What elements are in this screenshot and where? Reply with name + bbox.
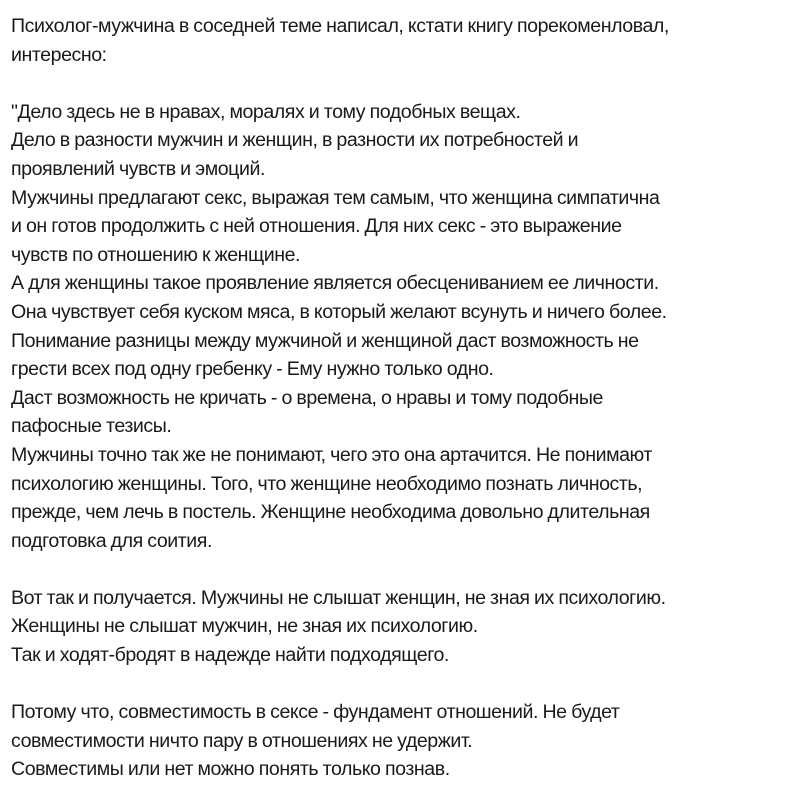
text-line: пафосные тезисы. bbox=[11, 415, 172, 438]
text-line: Понимание разницы между мужчиной и женщиной даст возможность не bbox=[11, 329, 639, 352]
text-line: чувств по отношению к женщине. bbox=[11, 243, 301, 266]
quote-paragraph-2 bbox=[11, 584, 807, 670]
text-line: Психолог-мужчина в соседней теме написал, кстати книгу порекоменловал, bbox=[11, 15, 669, 37]
text-line: Женщины не слышат мужчин, не зная их психологию. bbox=[11, 615, 478, 638]
text-line: А для женщины такое проявление является обесцениванием ее личности. bbox=[11, 272, 659, 295]
text-line: проявлений чувств и эмоций. bbox=[11, 157, 265, 180]
intro-paragraph bbox=[11, 12, 807, 69]
text-line: Вот так и получается. Мужчины не слышат женщин, не зная их психологию. bbox=[11, 586, 666, 609]
text-line: Она чувствует себя куском мяса, в который желают всунуть и ничего более. bbox=[11, 300, 667, 323]
text-line: Мужчины предлагают секс, выражая тем самым, что женщина симпатична bbox=[11, 186, 660, 209]
text-line: Мужчины точно так же не понимают, чего это она артачится. Не понимают bbox=[11, 443, 652, 466]
text-line: совместимости ничто пару в отношениях не удержит. bbox=[11, 729, 473, 752]
text-line: Совместимы или нет можно понять только познав. bbox=[11, 758, 450, 781]
paragraph-gap bbox=[11, 69, 807, 98]
text-line: и он готов продолжить с ней отношения. Для них секс - это выражение bbox=[11, 215, 622, 238]
text-line: Потому что, совместимость в сексе - фундамент отношений. Не будет bbox=[11, 701, 620, 724]
text-line: Так и ходят-бродят в надежде найти подходящего. bbox=[11, 644, 449, 667]
post-body bbox=[11, 12, 807, 784]
text-line: прежде, чем лечь в постель. Женщине необходима довольно длительная bbox=[11, 501, 650, 524]
paragraph-gap bbox=[11, 670, 807, 699]
text-line: интересно: bbox=[11, 43, 107, 66]
text-line: Даст возможность не кричать - о времена, о нравы и тому подобные bbox=[11, 386, 603, 409]
text-line: подготовка для соития. bbox=[11, 529, 212, 552]
text-line: психологию женщины. Того, что женщине необходимо познать личность, bbox=[11, 472, 643, 495]
text-line: грести всех под одну гребенку - Ему нужно только одно. bbox=[11, 358, 494, 381]
text-line: "Дело здесь не в нравах, моралях и тому подобных вещах. bbox=[11, 100, 521, 123]
quote-paragraph-1 bbox=[11, 98, 807, 556]
quote-paragraph-3 bbox=[11, 698, 807, 784]
paragraph-gap bbox=[11, 555, 807, 584]
text-line: Дело в разности мужчин и женщин, в разности их потребностей и bbox=[11, 129, 579, 152]
